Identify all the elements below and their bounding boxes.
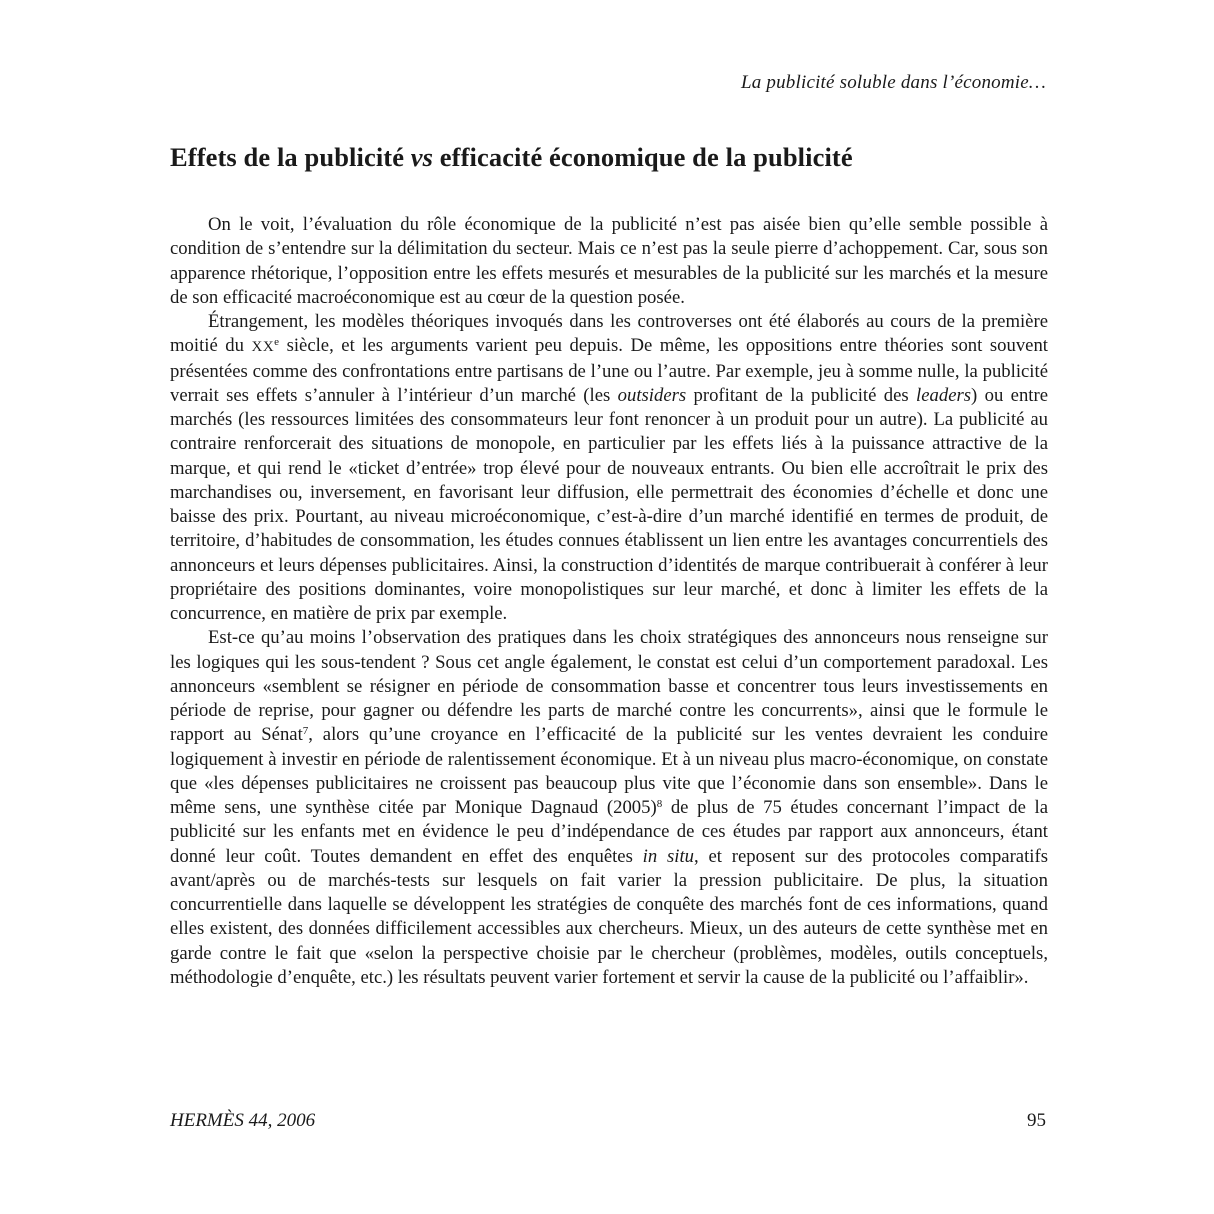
title-vs: vs <box>410 142 434 172</box>
p3-segment-1: Est-ce qu’au moins l’observation des pratiques dans les choix stratégiques des annonceurs nous renseigne sur les logiques qui les sous-tendent ? Sous cet angle également, le constat est celui d’un comportement paradoxal. Les annonceurs «semblent se résigner en période de consommation basse et concentrer tous leurs investissements en période de reprise, pour gagner ou défendre les parts de marché contre les concurrents», ainsi que le formule le rapport au Sénat <box>170 627 1048 746</box>
term-leaders: leaders <box>916 384 972 406</box>
section-title <box>170 140 1050 174</box>
title-part-2: efficacité économique de la publicité <box>433 142 853 172</box>
century-numeral: XX <box>251 339 275 356</box>
running-head: La publicité soluble dans l’économie… <box>740 72 1046 93</box>
footnote-ref-8: 8 <box>656 798 663 810</box>
paragraph-1: On le voit, l’évaluation du rôle économique de la publicité n’est pas aisée bien qu’elle semble possible à condition de s’entendre sur la délimitation du secteur. Mais ce n’est pas la seule pierre d’achoppement. Car, sous son apparence rhétorique, l’opposition entre les effets mesurés et mesurables de la publicité sur les marchés et la mesure de son efficacité macroéconomique est au cœur de la question posée. <box>170 214 1048 308</box>
footnote-ref-7: 7 <box>302 725 309 738</box>
p2-segment-4: ) ou entre marchés (les ressources limitées des consommateurs leur font renoncer à un produit pour un autre). La publicité au contraire renforcerait des situations de monopole, en particulier par les effets liés à la puissance attractive de la marque, et qui rend le «ticket d’entrée» trop élevé pour de nouveaux entrants. Ou bien elle accroîtrait le prix des marchandises ou, inversement, en favorisant leur diffusion, elle permettrait des économies d’échelle et donc une baisse des prix. Pourtant, au niveau microéconomique, c’est-à-dire d’un marché identifié en termes de produit, de territoire, d’habitudes de consommation, les études connues établissent un lien entre les avantages concurrentiels des annonceurs et leurs dépenses publicitaires. Ainsi, la construction d’identités de marque contribuerait à conférer à leur propriétaire des positions dominantes, voire monopolistiques sur leur marché, et donc à limiter les effets de la concurrence, en matière de prix par exemple. <box>170 384 1048 624</box>
p3-segment-4: , et reposent sur des protocoles comparatifs avant/après ou de marchés-tests sur lesquels on fait varier la pression publicitaire. De plus, la situation concurrentielle dans laquelle se développent les stratégies de conquête des marchés font de ces informations, quand elles existent, des données difficilement accessibles aux chercheurs. Mieux, un des auteurs de cette synthèse met en garde contre le fait que «selon la perspective choisie par le chercheur (problèmes, modèles, outils conceptuels, méthodologie d’enquête, etc.) les résultats peuvent varier fortement et servir la cause de la publicité ou l’affaiblir». <box>170 845 1048 988</box>
p2-segment-2: siècle, et les arguments varient peu depuis. De même, les oppositions entre théories sont souvent présentées comme des confrontations entre partisans de l’une ou l’autre. Par exemple, jeu à somme nulle, la publicité verrait ses effets s’annuler à l’intérieur d’un marché (les <box>170 335 1048 406</box>
body-text <box>170 213 1048 990</box>
journal-footer: HERMÈS 44, 2006 <box>170 1110 316 1131</box>
p3-segment-3: de plus de 75 études concernant l’impact de la publicité sur les enfants met en évidence le peu d’indépendance de ces études par rapport aux annonceurs, étant donné leur coût. Toutes demandent en effet des enquêtes <box>170 797 1048 867</box>
paragraph-2 <box>170 310 1048 626</box>
page-number: 95 <box>1027 1110 1046 1131</box>
p3-segment-2: , alors qu’une croyance en l’efficacité de la publicité sur les ventes devraient les conduire logiquement à investir en période de ralentissement économique. Et à un niveau plus macro-économique, on constate que «les dépenses publicitaires ne croissent pas beaucoup plus vite que l’économie dans son ensemble». Dans le même sens, une synthèse citée par Monique Dagnaud (2005) <box>170 724 1049 818</box>
term-outsiders: outsiders <box>617 384 687 406</box>
term-in-situ: in situ <box>642 845 694 867</box>
title-part-1: Effets de la publicité <box>170 142 411 172</box>
paragraph-3 <box>170 626 1048 990</box>
p2-segment-1: Étrangement, les modèles théoriques invoqués dans les controverses ont été élaborés au cours de la première moitié du <box>170 311 1048 357</box>
p2-segment-3: profitant de la publicité des <box>686 384 917 406</box>
century-superscript: e <box>274 336 280 349</box>
